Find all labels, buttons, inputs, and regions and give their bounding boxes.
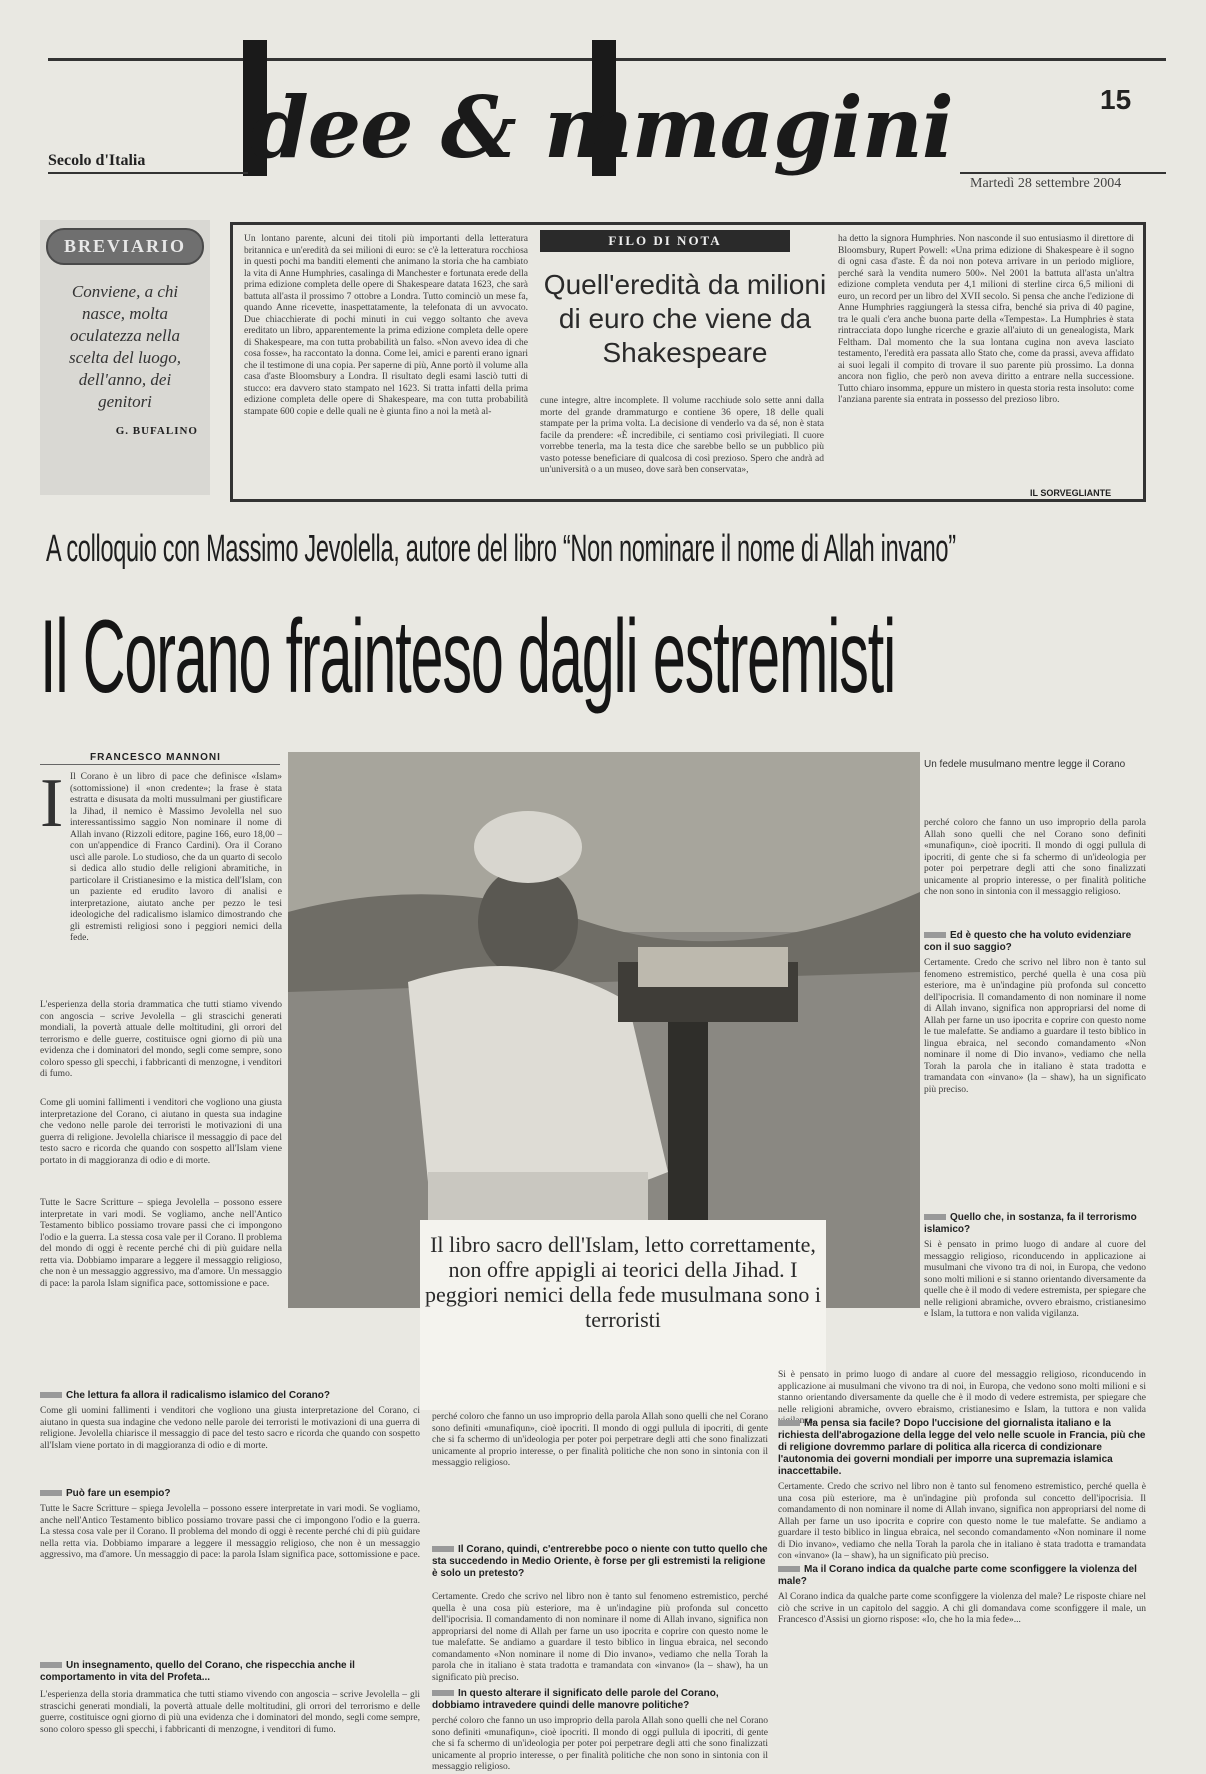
article-kicker: A colloquio con Massimo Jevolella, autore del libro “Non nominare il nome di Allah invano” [46,528,956,570]
question-6: Ma pensa sia facile? Dopo l'uccisione del giornalista italiano e la richiesta dell'abrogazione della legge del velo nelle scuole in Francia, più che di religione dovremmo parlare di politica alla ricerca di condizionare l'autonomia dei governi mondiali per imporre una supremazia islamica inaccettabile. [778,1418,1146,1477]
filo-di-nota-col2: cune integre, altre incomplete. Il volume racchiude solo sette anni dalla morte del grande drammaturgo e contiene 36 opere, 18 delle quali stampate per la prima volta. La decisione di venderlo va da sé, non è stata facile da prendere: «È incredibile, ci sentiamo così privilegiati. Il cuore vorrebbe tenerla, ma la testa dice che sarebbe bello se un pubblico più vasto potesse beneficiare di qualcosa di così prezioso. Spero che andrà ad un'università o a un museo, dove sarà ben conservata», [540,396,824,475]
section-title: dee & mmagini [250,78,953,177]
photo-caption: Un fedele musulmano mentre legge il Corano [924,759,1126,770]
answer-9: perché coloro che fanno un uso improprio della parola Allah sono quelli che nel Corano sono definiti «munafiqun», cioè ipocriti. Il mondo di oggi pullula di ipocriti, di gente che si fa schermo di un'ideologia per poter poi perpetrare degli atti che sono finalizzati unicamente al proprio interesse, o per finalità politiche che non sono in sintonia con il messaggio religioso. [432,1716,768,1772]
answer-6: Certamente. Credo che scrivo nel libro non è tanto sul fenomeno estremistico, perché quella è una cosa più esteriore, ma è un'indagine più profonda sul concetto dell'ipocrisia. Il comandamento di non nominare il nome di Allah invano, significa non appropriarsi del nome di Allah per farne un uso ipocrita e coprire con questo nome le tue malefatte. Se andiamo a guardare il testo biblico in lingua ebraica, nel secondo comandamento «Non nominare il nome di Dio invano», vediamo che nella Torah la parola che in italiano è stata tradotta e tramandata con «invano» (la – shaw), ha un significato più preciso. [778,1482,1146,1561]
question-4: Può fare un esempio? [40,1488,420,1500]
filo-di-nota-col3: ha detto la signora Humphries. Non nasconde il suo entusiasmo il direttore di Bloomsbury, Rupert Powell: «Una prima edizione di Shakespeare è il sogno di ogni casa d'aste. È da noi non poteva arrivare in un periodo migliore, perché sarà la vendita numero 500». Nel 2001 la battuta all'asta un'altra edizione completa venduta per 4,1 milioni di sterline circa 6,5 milioni di euro, un record per un libro del XVII secolo. Si pensa che anche l'edizione di Anne Humphries raggiungerà la stessa cifra, benché sia priva di 40 pagine, tra le quali c'era anche buona parte della «Tempesta». La Humphries è stata rintracciata dopo lunghe ricerche e grazie all'aiuto di un genealogista, Mark Feltham. Dal momento che la sua lontana cugina non aveva lasciato testamento, l'eredità era passata allo Stato che, come da prassi, aveva affidato ai suoi legali il compito di trovare il suo parente più prossimo. La donna ancora non figlio, che però non aveva diritto a entrare nella successione. Tutto chiaro insomma, eppure un mistero in questa storia resta insoluto: come l'anziana parente sia entrata in possesso del prezioso libro. [838,234,1134,405]
answer-4: Tutte le Sacre Scritture – spiega Jevolella – possono essere interpretate in vari modi. Se vogliamo, anche nell'Antico Testamento biblico possiamo trovare passi che ci impongono l'odio e la guerra. La stessa cosa vale per il Corano. Il problema del mondo di oggi è recente perché chi di più guidare nella retta via. Dobbiamo imparare a leggere il messaggio religioso, che non è un messaggio aggressivo, ma d'amore. Un messaggio di pace: la parola Islam significa pace, sottomissione e pace. [40,1504,421,1560]
question-1: Ed è questo che ha voluto evidenziare con il suo saggio? [924,930,1146,954]
issue-date: Martedì 28 settembre 2004 [970,176,1122,191]
filo-di-nota-label: FILO DI NOTA [540,230,790,252]
filo-di-nota-signature: IL SORVEGLIANTE [1030,488,1112,498]
article-headline: Il Corano frainteso dagli estremisti [40,599,896,715]
question-3: Che lettura fa allora il radicalismo islamico del Corano? [40,1390,420,1402]
byline: FRANCESCO MANNONI [90,752,221,763]
masthead-rule-right [960,172,1166,174]
breviario-label: BREVIARIO [46,228,204,265]
article-col1-intro: Il Corano è un libro di pace che definisce «Islam» (sottomissione) il «non credente»; la frase è stata estratta e disusata da molti mussulmani per giustificare la Jihad, il nemico è Massimo Jevolella nel suo interessantissimo saggio Non nominare il nome di Allah invano (Rizzoli editore, pagine 166, euro 18,00 – con un'appendice di Franco Cardini). Ora il Corano uscì alle parole. Lo studioso, che da un quarto di secolo si dedica allo studio delle religioni abramitiche, in particolare il Cristianesimo e la mistica dell'Islam, con un paziente ed erudito lavoro di analisi e interpretazione, aiutato anche per pezzo le tesi ideologiche del radicalismo islamico dimostrando che gli estremisti religiosi sono i peggiori nemici della fede. [70,772,282,943]
article-col2-b: Certamente. Credo che scrivo nel libro non è tanto sul fenomeno estremistico, perché quella è una cosa più esteriore, ma è un'indagine più profonda sul concetto dell'ipocrisia. Il comandamento di non nominare il nome di Allah invano, significa non appropriarsi del nome di Allah per farne un uso ipocrita e coprire con questo nome le tue malefatte. Se andiamo a guardare il testo biblico in lingua ebraica, nel secondo comandamento «Non nominare il nome di Dio invano», vediamo che nella Torah la parola che in italiano è stata tradotta e tramandata con «invano» (la – shaw), ha un significato più preciso. [924,958,1146,1095]
article-col1-b: L'esperienza della storia drammatica che tutti stiamo vivendo con angoscia – scrive Jevolella – gli strascichi generati mondiali, la povertà attuale delle moltitudini, gli orrori del terrorismo e delle guerre, costituisce ogni giorno di più una evidenza che i dominatori del mondo, segli come sempre, sono coloro spesso gli specchi, i fabbricanti di menzogne, i venditori di fumo. [40,1000,282,1079]
article-col2-c: Si è pensato in primo luogo di andare al cuore del messaggio religioso, riconducendo in applicazione ai musulmani che vivono tra di noi, in Europa, che vedono sono molti milioni e si stanno orientando diversamente da quelle che è il modo di vedere estremista, per spiegare che nelle religioni abramiche, ovvero ebraismo, cristianesimo e Islam, la tuttora e non valida vigilanza. [924,1240,1146,1319]
article-col2-d: Si è pensato in primo luogo di andare al cuore del messaggio religioso, riconducendo in applicazione ai musulmani che vivono tra di noi, in Europa, che vedono sono molti milioni e si stanno orientando diversamente da quelle che è il modo di vedere estremista, per spiegare che nelle religioni abramiche, ovvero ebraismo, cristianesimo e Islam, la tuttora e non valida vigilanza. [778,1370,1146,1426]
answer-3: Come gli uomini fallimenti i venditori che vogliono una giusta interpretazione del Corano, ci aiutano in questa sua indagine che vedono nelle parole dei terroristi le motivazioni di una guerra di religione. Jevolella chiarisce il messaggio di pace del testo sacro e ricorda che quando con sospetto all'Islam viene portato in di maggioranza di odio e di morte. [40,1406,420,1451]
question-9: In questo alterare il significato delle parole del Corano, dobbiamo intravedere quindi delle manovre politiche? [432,1688,768,1712]
question-7: Ma il Corano indica da qualche parte come sconfiggere la violenza del male? [778,1564,1146,1588]
breviario-author: G. BUFALINO [115,425,198,437]
pull-quote: Il libro sacro dell'Islam, letto correttamente, non offre appigli ai teorici della Jihad. I peggiori nemici della fede musulmana sono i terroristi [420,1220,826,1410]
masthead-rule-left [48,172,248,174]
article-col2: perché coloro che fanno un uso improprio della parola Allah sono quelli che nel Corano sono definiti «munafiqun», cioè ipocriti. Il mondo di oggi pullula di ipocriti, di gente che si fa schermo di un'ideologia per poter poi perpetrare degli atti che sono finalizzati unicamente al proprio interesse, o per finalità politiche che non sono in sintonia con il messaggio religioso. [924,818,1146,897]
answer-7: Al Corano indica da qualche parte come sconfiggere la violenza del male? Le risposte chiare nel ciò che scrive in un capitolo del saggio. A chi gli domandava come sconfiggere il male, un Francesco d'Assisi un giorno rispose: «Io, che ho la mia fede»... [778,1592,1146,1625]
question-5: Il Corano, quindi, c'entrerebbe poco o niente con tutto quello che sta succedendo in Medio Oriente, è forse per gli estremisti la religione è solo un pretesto? [432,1544,768,1579]
page-number: 15 [1100,84,1132,115]
answer-middle: perché coloro che fanno un uso improprio della parola Allah sono quelli che nel Corano sono definiti «munafiqun», cioè ipocriti. Il mondo di oggi pullula di ipocriti, di gente che si fa schermo di un'ideologia per poter poi perpetrare degli atti che sono finalizzati unicamente al proprio interesse, o per finalità politiche che non sono in sintonia con il messaggio religioso. [432,1412,768,1468]
answer-8: L'esperienza della storia drammatica che tutti stiamo vivendo con angoscia – scrive Jevolella – gli strascichi generati mondiali, la povertà attuale delle moltitudini, gli orrori del terrorismo e delle guerre, costituisce ogni giorno di più una evidenza che i dominatori del mondo, segli come sempre, sono coloro spesso gli specchi, i fabbricanti di menzogne, i venditori di fumo. [40,1690,420,1735]
question-2: Quello che, in sostanza, fa il terrorismo islamico? [924,1212,1146,1236]
newspaper-name: Secolo d'Italia [48,152,146,169]
filo-di-nota-headline: Quell'eredità da milioni di euro che viene da Shakespeare [543,269,827,368]
article-col1-c: Come gli uomini fallimenti i venditori che vogliono una giusta interpretazione del Corano, ci aiutano in questa sua indagine che vedono nelle parole dei terroristi le motivazioni di una guerra di religione. Jevolella chiarisce il messaggio di pace del testo sacro e ricorda che quando con sospetto all'Islam viene portato in di maggioranza di odio e di morte. [40,1098,282,1166]
breviario-quote: Conviene, a chi nasce, molta oculatezza nella scelta del luogo, dell'anno, dei genitori [69,282,181,411]
article-col1-d: Tutte le Sacre Scritture – spiega Jevolella – possono essere interpretate in vari modi. Se vogliamo, anche nell'Antico Testamento biblico possiamo trovare passi che ci impongono l'odio e la guerra. La stessa cosa vale per il Corano. Il problema del mondo di oggi è recente perché chi di più guidare nella retta via. Dobbiamo imparare a leggere il messaggio religioso, che non è un messaggio aggressivo, ma d'amore. Un messaggio di pace: la parola Islam significa pace, sottomissione e pace. [40,1198,282,1289]
byline-rule [40,764,280,765]
question-8: Un insegnamento, quello del Corano, che rispecchia anche il comportamento in vita del Profeta... [40,1660,420,1684]
filo-di-nota-col1: Un lontano parente, alcuni dei titoli più importanti della letteratura britannica e un'eredità da sei milioni di euro: se c'è la letteratura rocchiosa in questi pochi ma banditi elementi che animano la storia che ha cambiato la vita di Anne Humphries, casalinga di Manchester e fortunata erede della prima edizione completa delle opere di Shakespeare datata 1623, che sarà battuta all'asta il prossimo 7 ottobre a Londra. Tutto cominciò un mese fa, quando Anne ricevette, inaspettatamente, la telefonata di un avvocato. Due chiacchierate di pochi minuti in cui veggo soltanto che aveva ereditato un libro, apparentemente la prima edizione completa delle opere di Shakespeare, ma con tutta probabilità un falso. «Non avevo idea di che cosa fosse», ha raccontato la donna. Come lei, amici e parenti erano ignari che il testimone di una copia. Per saperne di più, Anne portò il volume alla casa d'aste Bloomsbury a Londra. Il risultato degli esami lasciò tutti di stucco: era davvero stato stampato nel 1623. Si tratta infatti della prima edizione completa delle opere di Shakespeare, ma con tutta probabilità stampate 600 copie e delle quali ne è giunta fino a noi la metà al- [244,234,528,417]
drop-cap: I [40,765,64,842]
breviario-box [40,220,210,495]
answer-5: Certamente. Credo che scrivo nel libro non è tanto sul fenomeno estremistico, perché quella è una cosa più esteriore, ma è un'indagine più profonda sul concetto dell'ipocrisia. Il comandamento di non nominare il nome di Allah invano, significa non appropriarsi del nome di Allah per farne un uso ipocrita e coprire con questo nome le tue malefatte. Se andiamo a guardare il testo biblico in lingua ebraica, nel secondo comandamento «Non nominare il nome di Dio invano», vediamo che nella Torah la parola che in italiano è stata tradotta e tramandata con «invano» (la – shaw), ha un significato più preciso. [432,1592,768,1683]
